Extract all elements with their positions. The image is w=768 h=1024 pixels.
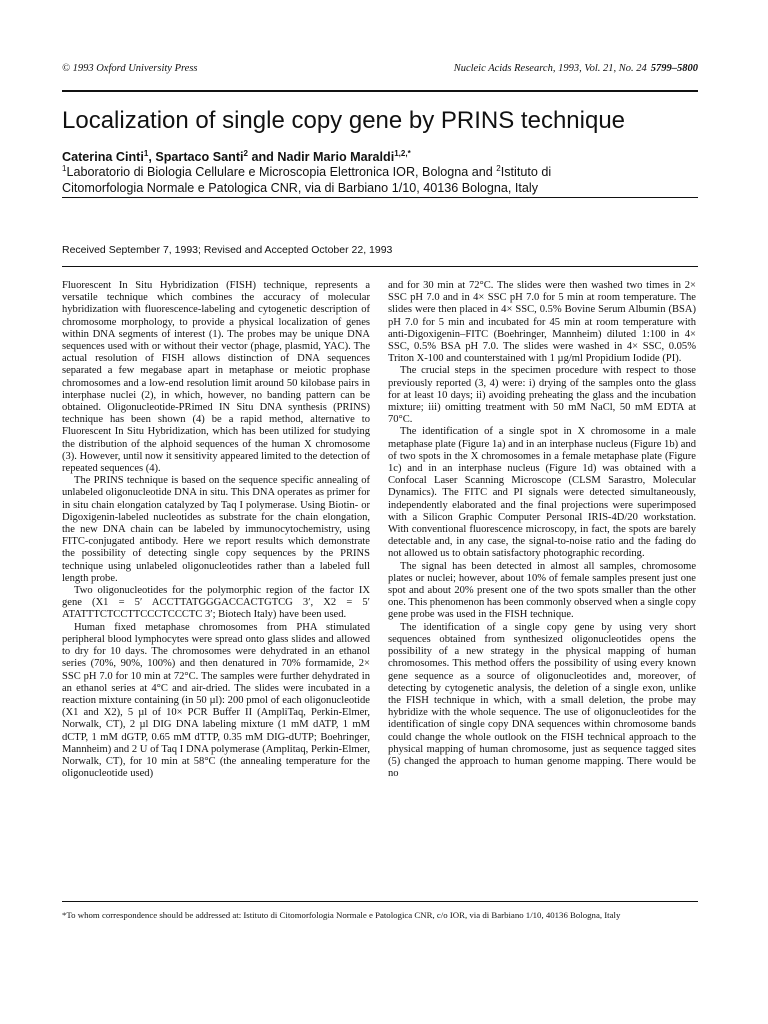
author-affiliation-mark: 1,2,* — [394, 149, 411, 158]
affiliation-mark: 2 — [496, 164, 501, 173]
author-separator: and — [247, 150, 278, 164]
journal-name: Nucleic Acids Research, 1993, Vol. 21, No. 24 — [453, 63, 647, 74]
author-list — [62, 150, 411, 164]
affiliation-line — [62, 165, 702, 179]
author-affiliation-mark: 2 — [243, 149, 248, 158]
author-affiliation-mark: 1 — [143, 149, 149, 158]
paragraph: The identification of a single copy gene by using very short sequences obtained from synthesized oligonucleotides opens the possibility of a new strategy in the physical mapping of human chromosomes. This method offers the possibility of using every known gene sequence as a source of oligonucleotides and, moreover, of detecting by cytogenetic analysis, the deletion of a single exon, unlike the FISH technique in which, with a small deletion, the probe may hybridize with the whole sequence. The use of oligonucleotides for the identification of single copy DNA sequences within chromosome bands could change the whole outlook on the FISH technical approach to the physical mapping of human chromosome, just as sequence tagged sites (5) changed the approach to human genome mapping. There would be no — [388, 621, 696, 780]
affiliation-text: Laboratorio di Biologia Cellulare e Microscopia Elettronica IOR, Bologna and — [66, 165, 497, 179]
correspondence-footnote: *To whom correspondence should be addressed at: Istituto di Citomorfologia Normale e Patologica CNR, c/o IOR, via di Barbiano 1/10, 40136 Bologna, Italy — [62, 910, 621, 920]
paragraph: Two oligonucleotides for the polymorphic region of the factor IX gene (X1 = 5′ ACCTTATGGGACCACTGTCG 3′, X2 = 5′ ATATTTCTCCTTCCCTCCCTC 3′; Biotech Italy) have been used. — [62, 585, 370, 621]
author-separator: , — [148, 150, 156, 164]
paragraph: Human fixed metaphase chromosomes from PHA stimulated peripheral blood lymphocytes were spread onto glass slides and allowed to dry for 10 days. The chromosomes were dehydrated in an ethanol series (70%, 90%, 100%) and then denatured in 70% formamide, 2× SSC pH 7.0 for 10 min at 72°C. The samples were further dehydrated in an ethanol series at 4°C and air-dried. The slides were incubated in a reaction mixture containing (in 50 µl): 200 pmol of each oligonucleotide (X1 and X2), 5 µl of 10× PCR Buffer II (AmpliTaq, Perkin-Elmer, Norwalk, CT), 2 µl DIG DNA labeling mixture (1 mM dATP, 1 mM dCTP, 1 mM dGTP, 0.65 mM dTTP, 0.35 mM DIG-dUTP; Boehringer, Mannheim) and 2 U of Taq I DNA polymerase (Amplitaq, Perkin-Elmer, Norwalk, CT), for 10 min at 58°C (the annealing temperature for the oligonucleotide used) — [62, 621, 370, 780]
article-title: Localization of single copy gene by PRINS technique — [62, 107, 626, 134]
copyright-line: © 1993 Oxford University Press — [62, 63, 198, 74]
body-column-right — [388, 280, 696, 780]
affiliation-text: Istituto di — [500, 165, 552, 179]
affiliation-mark: 1 — [62, 164, 67, 173]
paragraph: The identification of a single spot in X chromosome in a male metaphase plate (Figure 1a) and in an interphase nucleus (Figure 1b) and of two spots in the X chromosomes in a female metaphase plate (Figure 1c) and in an interphase nucleus (Figure 1d) was obtained with a Confocal Laser Scanning Microscope (CLSM Sarastro, Molecular Dynamics). The FITC and PI signals were detected simultaneously, independently elaborated and the final projections were superimposed with a Silicon Graphic Computer Personal IRIS-4D/20 workstation. With conventional fluorescence microscopy, in fact, the spots are barely detectable and, in any case, the signal-to-noise ratio and the fading do not allowed us to obtain satisfactory photographic recording. — [388, 426, 696, 560]
author-name: Nadir Mario Maraldi — [277, 150, 395, 164]
author-name: Spartaco Santi — [155, 150, 244, 164]
dates-rule — [62, 266, 698, 267]
paragraph: The crucial steps in the specimen procedure with respect to those previously reported (3, 4) were: i) drying of the samples onto the glass for at least 10 days; ii) avoiding preheating the glass and the incubation mixture; iii) omitting treatment with 50 mM NaCl, 50 mM EDTA at 70°C. — [388, 365, 696, 426]
header-rule — [62, 90, 698, 92]
author-name: Caterina Cinti — [62, 150, 144, 164]
body-column-left — [62, 280, 370, 780]
paragraph: Fluorescent In Situ Hybridization (FISH) technique, represents a versatile technique which combines the accuracy of molecular hybridization with fluorescence-labeling and cytogenetic description of chromosome morphology, to provide a physical localization of genes within DNA segments of interest (1). The probes may be unique DNA sequences used with or without their vector (phage, plasmid, YAC). The actual resolution of FISH allows distinction of DNA sequences separated a few megabase apart in metaphase or meiotic prophase chromosomes and a low-end resolution limit around 50 kilobase pairs in interphase nuclei (2), in which, however, no banding pattern can be obtained. Oligonucleotide-PRimed IN Situ DNA synthesis (PRINS) technique has been shown (4) be a rapid method, alternative to Fluorescent In Situ Hybridization, which has been utilized for studying the distribution of the alphoid sequences of the human X chromosome (3). However, until now it sensitivity appeared limited to the detection of repeated sequences (4). — [62, 280, 370, 475]
affiliation-line: Citomorfologia Normale e Patologica CNR, via di Barbiano 1/10, 40136 Bologna, Italy — [62, 181, 539, 195]
paragraph: The signal has been detected in almost all samples, chromosome plates or nuclei; however, about 10% of female samples present just one spot and about 20% present one of the two spots smaller than the other one. This phenomenon has been commonly observed when a single copy gene probe was used in the FISH technique. — [388, 560, 696, 621]
title-block-rule — [62, 197, 698, 198]
page-range: 5799–5800 — [650, 63, 698, 74]
paragraph: The PRINS technique is based on the sequence specific annealing of unlabeled oligonucleotide DNA in situ. This DNA operates as primer for in situ chain elongation catalyzed by Taq I polymerase. Using Biotin- or Digoxigenin-labeled nucleotides as substrate for the chain elongation, the new DNA chain can be labeled by immunocytochemistry, using FITC-conjugated antibody. Here we report results which demonstrate the possibility of detecting single copy sequences by the PRINS technique using unlabeled oligonucleotides rather than a labeled full length probe. — [62, 475, 370, 584]
paragraph: and for 30 min at 72°C. The slides were then washed two times in 2× SSC pH 7.0 and in 4× SSC pH 7.0 for 5 min at room temperature. The slides were then placed in 4× SSC, 0.5% Bovine Serum Albumin (BSA) pH 7.0 for 5 min and incubated for 45 min at room temperature with anti-Digoxigenin–FITC (Boehringer, Mannheim) diluted 1:100 in 4× SSC, 0.5% BSA pH 7.0. The slides were washed in 4× SSC, 0.05% Triton X-100 and counterstained with 1 µg/ml Propidium Iodide (PI). — [388, 280, 696, 365]
footnote-rule — [62, 901, 698, 902]
received-dates: Received September 7, 1993; Revised and Accepted October 22, 1993 — [62, 244, 393, 256]
journal-citation — [454, 63, 698, 74]
